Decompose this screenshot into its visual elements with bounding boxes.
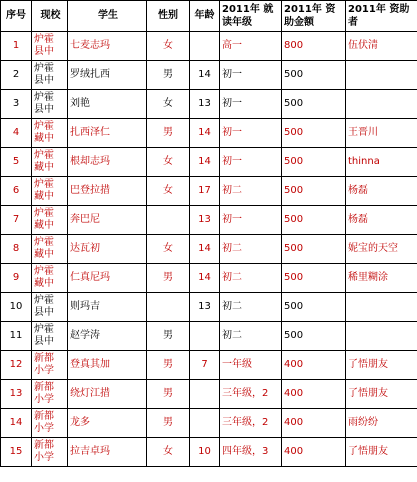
table-row (1, 351, 417, 380)
table-row (1, 148, 417, 177)
header-gender: 性别 (147, 1, 190, 32)
table-row (1, 293, 417, 322)
row-student: 七麦志玛 (68, 32, 147, 61)
row-school: 新都 小学 (32, 380, 68, 409)
row-no: 2 (1, 61, 32, 90)
row-grade: 高一 (220, 32, 282, 61)
row-student: 仁真尼玛 (68, 264, 147, 293)
row-amount: 500 (282, 206, 346, 235)
row-school: 新都 小学 (32, 409, 68, 438)
row-student: 绕灯江措 (68, 380, 147, 409)
row-student: 拉吉卓玛 (68, 438, 147, 467)
row-gender: 男 (147, 380, 190, 409)
row-school: 炉霍 县中 (32, 322, 68, 351)
row-amount: 500 (282, 90, 346, 119)
row-age: 14 (190, 148, 220, 177)
row-grade: 初二 (220, 177, 282, 206)
header-amount: 2011年 资助金额 (282, 1, 346, 32)
table-row (1, 322, 417, 351)
table-row (1, 177, 417, 206)
row-no: 8 (1, 235, 32, 264)
row-age: 7 (190, 351, 220, 380)
row-gender: 女 (147, 235, 190, 264)
row-student: 赵学涛 (68, 322, 147, 351)
table-row (1, 119, 417, 148)
header-no: 序号 (1, 1, 32, 32)
row-no: 5 (1, 148, 32, 177)
row-no: 15 (1, 438, 32, 467)
row-grade: 初一 (220, 90, 282, 119)
row-no: 11 (1, 322, 32, 351)
row-no: 3 (1, 90, 32, 119)
row-amount: 500 (282, 177, 346, 206)
row-age: 13 (190, 293, 220, 322)
row-grade: 初一 (220, 148, 282, 177)
row-sponsor: 王晋川 (346, 119, 417, 148)
row-student: 龙多 (68, 409, 147, 438)
row-age: 10 (190, 438, 220, 467)
row-sponsor (346, 90, 417, 119)
row-gender: 男 (147, 351, 190, 380)
row-student: 登真其加 (68, 351, 147, 380)
row-student: 达瓦初 (68, 235, 147, 264)
row-sponsor: 伍伏清 (346, 32, 417, 61)
row-grade: 初一 (220, 61, 282, 90)
row-age (190, 322, 220, 351)
row-amount: 500 (282, 61, 346, 90)
row-grade: 三年级，2 (220, 409, 282, 438)
row-sponsor (346, 322, 417, 351)
row-sponsor: 稀里糊涂 (346, 264, 417, 293)
row-no: 7 (1, 206, 32, 235)
row-amount: 500 (282, 119, 346, 148)
row-gender (147, 206, 190, 235)
header-row (1, 1, 417, 32)
row-amount: 500 (282, 264, 346, 293)
row-sponsor: 杨磊 (346, 206, 417, 235)
row-no: 12 (1, 351, 32, 380)
row-sponsor: 妮宝的天空 (346, 235, 417, 264)
row-gender: 女 (147, 148, 190, 177)
row-grade: 初一 (220, 119, 282, 148)
row-school: 炉霍 藏中 (32, 148, 68, 177)
row-student: 巴登拉措 (68, 177, 147, 206)
row-age: 13 (190, 90, 220, 119)
row-grade: 初二 (220, 264, 282, 293)
row-no: 6 (1, 177, 32, 206)
header-sponsor: 2011年 资助者 (346, 1, 417, 32)
row-age (190, 409, 220, 438)
row-grade: 初一 (220, 206, 282, 235)
row-sponsor: 杨磊 (346, 177, 417, 206)
row-school: 炉霍 藏中 (32, 206, 68, 235)
row-gender: 男 (147, 322, 190, 351)
row-amount: 400 (282, 380, 346, 409)
row-school: 炉霍 县中 (32, 32, 68, 61)
row-no: 10 (1, 293, 32, 322)
row-no: 14 (1, 409, 32, 438)
row-grade: 初二 (220, 322, 282, 351)
row-school: 炉霍 县中 (32, 61, 68, 90)
row-gender: 男 (147, 61, 190, 90)
row-age (190, 32, 220, 61)
row-school: 炉霍 藏中 (32, 177, 68, 206)
row-grade: 初二 (220, 235, 282, 264)
row-school: 新都 小学 (32, 351, 68, 380)
row-grade: 三年级，2 (220, 380, 282, 409)
row-gender: 女 (147, 438, 190, 467)
row-amount: 500 (282, 322, 346, 351)
row-student: 刘艳 (68, 90, 147, 119)
table-row (1, 380, 417, 409)
table-row (1, 90, 417, 119)
header-grade: 2011年 就读年级 (220, 1, 282, 32)
row-gender: 女 (147, 32, 190, 61)
row-sponsor: 了悟朋友 (346, 380, 417, 409)
row-grade: 初二 (220, 293, 282, 322)
row-age: 14 (190, 119, 220, 148)
row-amount: 500 (282, 148, 346, 177)
row-amount: 400 (282, 438, 346, 467)
row-amount: 500 (282, 293, 346, 322)
row-sponsor (346, 293, 417, 322)
row-school: 炉霍 藏中 (32, 119, 68, 148)
row-gender: 女 (147, 177, 190, 206)
table-body (1, 32, 417, 467)
row-sponsor: 了悟朋友 (346, 438, 417, 467)
row-age: 17 (190, 177, 220, 206)
row-age: 13 (190, 206, 220, 235)
row-school: 炉霍 县中 (32, 293, 68, 322)
table-row (1, 206, 417, 235)
row-student: 则玛吉 (68, 293, 147, 322)
row-no: 4 (1, 119, 32, 148)
row-sponsor (346, 61, 417, 90)
row-gender (147, 293, 190, 322)
row-student: 根却志玛 (68, 148, 147, 177)
row-sponsor: 了悟朋友 (346, 351, 417, 380)
row-age: 14 (190, 61, 220, 90)
row-no: 9 (1, 264, 32, 293)
row-age: 14 (190, 264, 220, 293)
header-school: 现校 (32, 1, 68, 32)
row-age: 14 (190, 235, 220, 264)
table-row (1, 409, 417, 438)
row-gender: 女 (147, 90, 190, 119)
row-sponsor: 雨纷纷 (346, 409, 417, 438)
row-no: 1 (1, 32, 32, 61)
row-student: 扎西泽仁 (68, 119, 147, 148)
row-amount: 500 (282, 235, 346, 264)
row-gender: 男 (147, 409, 190, 438)
row-sponsor: thinna (346, 148, 417, 177)
row-age (190, 380, 220, 409)
table-row (1, 61, 417, 90)
table-row (1, 264, 417, 293)
row-school: 炉霍 县中 (32, 90, 68, 119)
row-student: 奔巴尼 (68, 206, 147, 235)
table-row (1, 438, 417, 467)
row-gender: 男 (147, 264, 190, 293)
table-row (1, 32, 417, 61)
row-gender: 男 (147, 119, 190, 148)
header-age: 年龄 (190, 1, 220, 32)
header-student: 学生 (68, 1, 147, 32)
row-student: 罗绒扎西 (68, 61, 147, 90)
row-no: 13 (1, 380, 32, 409)
row-grade: 四年级，3 (220, 438, 282, 467)
row-school: 新都 小学 (32, 438, 68, 467)
row-school: 炉霍 藏中 (32, 235, 68, 264)
row-amount: 400 (282, 351, 346, 380)
row-amount: 800 (282, 32, 346, 61)
row-school: 炉霍 藏中 (32, 264, 68, 293)
table-row (1, 235, 417, 264)
row-grade: 一年级 (220, 351, 282, 380)
row-amount: 400 (282, 409, 346, 438)
